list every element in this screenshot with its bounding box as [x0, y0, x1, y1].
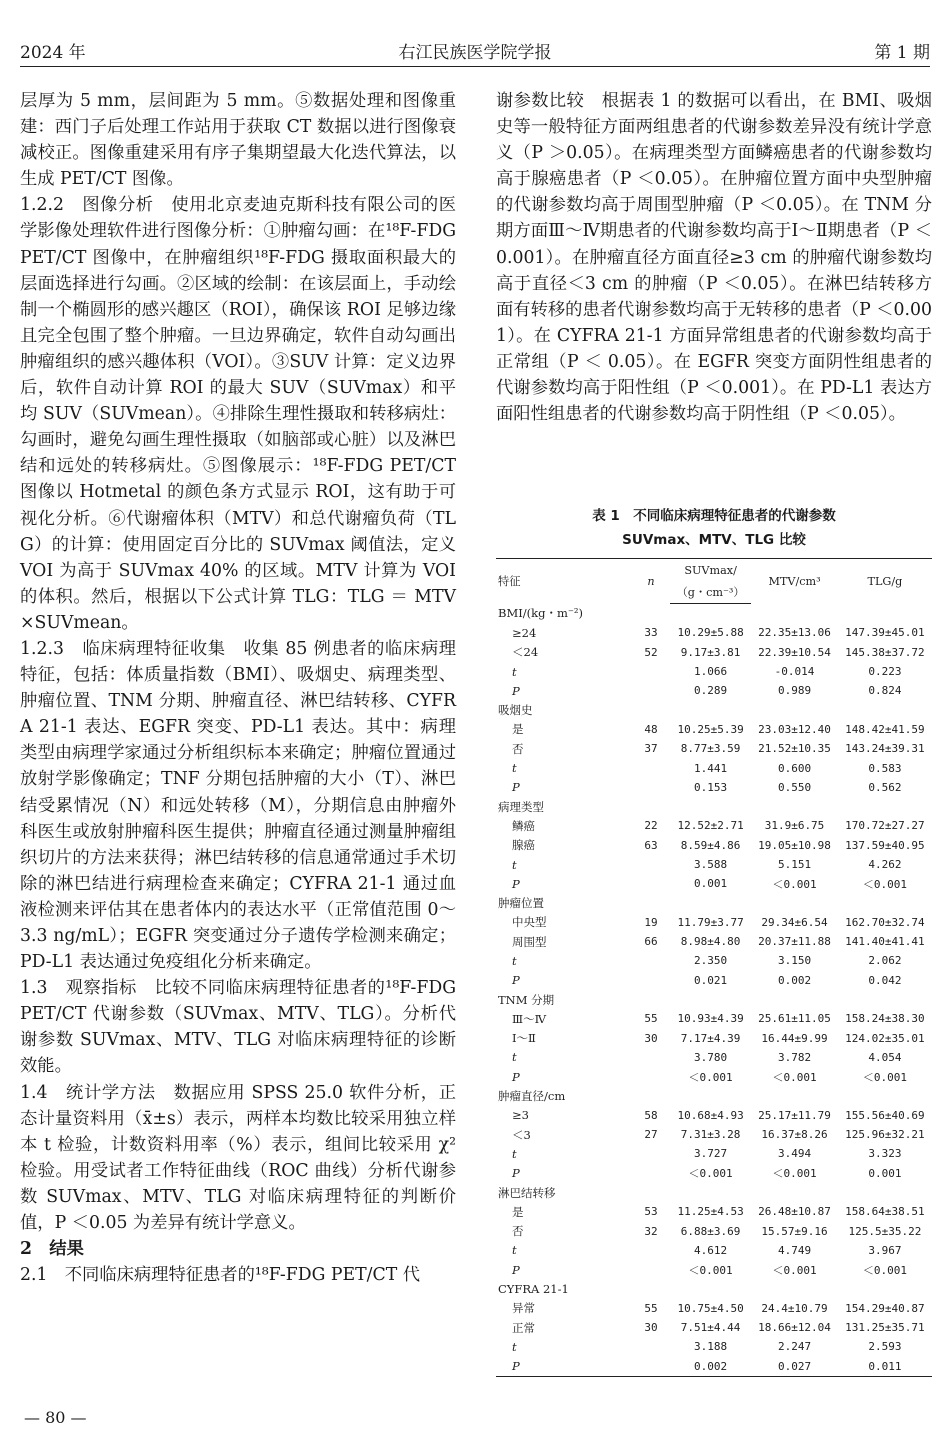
row-label: 吸烟史 [498, 703, 533, 718]
table-row [496, 1357, 932, 1377]
row-label: 否 [512, 741, 524, 756]
table-row [496, 1164, 932, 1183]
table-row [496, 681, 932, 700]
cell-mtv: 4.749 [777, 1243, 812, 1257]
cell-mtv: 25.17±11.79 [758, 1108, 831, 1122]
cell-tlg: 0.042 [868, 973, 902, 987]
cell-tlg: 137.59±40.95 [845, 838, 925, 852]
cell-n [632, 1241, 670, 1260]
cell-suvmax: 0.153 [694, 780, 728, 794]
table-row [496, 1029, 932, 1048]
row-label: ≥24 [512, 625, 537, 640]
table-row [496, 643, 932, 662]
row-label: 否 [512, 1224, 524, 1239]
row-label: t [512, 953, 517, 968]
table-row [496, 1067, 932, 1086]
row-label: 鳞癌 [512, 818, 535, 833]
cell-tlg [838, 1086, 932, 1105]
table-row [496, 951, 932, 970]
table-row [496, 623, 932, 642]
cell-tlg [838, 1183, 932, 1202]
cell-mtv: 0.027 [751, 1357, 838, 1377]
cell-tlg: ＜0.001 [862, 1263, 907, 1277]
cell-suvmax [670, 1183, 751, 1202]
cell-n [632, 893, 670, 912]
cell-tlg: ＜0.001 [862, 877, 907, 891]
cell-n [632, 874, 670, 893]
cell-mtv: 5.151 [777, 858, 812, 871]
row-label: t [512, 1339, 517, 1354]
cell-suvmax: 1.441 [694, 761, 728, 775]
table-row [496, 913, 932, 932]
cell-n [632, 1260, 670, 1279]
cell-n: 37 [644, 742, 658, 756]
table-caption [496, 504, 932, 552]
cell-n: 52 [644, 645, 658, 659]
cell-n [632, 951, 670, 970]
table-caption-line1: 表 1 不同临床病理特征患者的代谢参数 [592, 508, 836, 524]
cell-suvmax: 2.350 [694, 954, 728, 968]
table-row [496, 874, 932, 893]
cell-tlg: 124.02±35.01 [845, 1031, 925, 1045]
cell-suvmax: 0.289 [694, 684, 728, 698]
cell-tlg: 3.323 [868, 1147, 902, 1161]
cell-n: 30 [644, 1321, 658, 1335]
metabolic-parameters-table [496, 558, 932, 1377]
cell-mtv [751, 797, 838, 816]
cell-suvmax: 11.79±3.77 [677, 915, 744, 929]
cell-n: 66 [644, 935, 658, 949]
cell-suvmax [670, 990, 751, 1009]
cell-suvmax: 3.588 [694, 858, 728, 871]
cell-mtv: 21.52±10.35 [758, 742, 831, 756]
cell-tlg: 4.054 [868, 1050, 902, 1064]
cell-mtv: ＜0.001 [772, 1070, 817, 1084]
row-label: TNM 分期 [498, 992, 555, 1007]
left-text-column [20, 88, 456, 1288]
col-header-tlg: TLG/g [838, 559, 932, 604]
cell-n: 53 [644, 1205, 658, 1219]
row-label: 淋巴结转移 [498, 1185, 556, 1200]
cell-tlg: 158.64±38.51 [845, 1205, 925, 1219]
row-label: t [512, 1050, 517, 1065]
right-text-column [496, 88, 932, 427]
cell-suvmax [670, 700, 751, 719]
table-row [496, 855, 932, 874]
table-row [496, 1202, 932, 1221]
cell-n: 33 [644, 626, 658, 640]
cell-tlg: 170.72±27.27 [845, 819, 925, 833]
table-row [496, 778, 932, 797]
row-label: P [512, 1069, 520, 1084]
header-journal-title: 右江民族医学院学报 [398, 43, 552, 63]
cell-mtv: -0.014 [774, 665, 815, 679]
cell-tlg [838, 893, 932, 912]
cell-mtv: 0.600 [777, 761, 812, 775]
cell-tlg: 148.42±41.59 [845, 722, 925, 736]
cell-mtv: 3.782 [777, 1050, 812, 1064]
cell-suvmax: 0.021 [694, 973, 728, 987]
row-label: 周围型 [512, 934, 547, 949]
row-label: Ⅰ～Ⅱ [512, 1031, 536, 1046]
cell-mtv [751, 700, 838, 719]
row-label: P [512, 876, 520, 891]
cell-tlg: 143.24±39.31 [845, 742, 925, 756]
cell-mtv: 0.989 [777, 684, 812, 698]
cell-tlg: 0.001 [868, 1166, 902, 1180]
cell-suvmax: 7.51±4.44 [680, 1321, 741, 1335]
cell-mtv: 26.48±10.87 [758, 1205, 831, 1219]
cell-tlg [838, 990, 932, 1009]
cell-n [632, 797, 670, 816]
table-row [496, 1009, 932, 1028]
row-label: P [496, 1357, 632, 1377]
row-label: t [512, 1243, 517, 1258]
cell-mtv [751, 893, 838, 912]
row-label: t [512, 1146, 517, 1161]
cell-suvmax: 7.17±4.39 [680, 1031, 741, 1045]
cell-n [632, 662, 670, 681]
cell-suvmax: 3.188 [694, 1340, 728, 1354]
section-heading-results: 2 结果 [20, 1239, 84, 1260]
row-label: P [512, 683, 520, 698]
cell-mtv: 20.37±11.88 [758, 935, 831, 949]
cell-tlg: 0.223 [868, 665, 902, 679]
cell-suvmax: 10.93±4.39 [677, 1012, 744, 1026]
table-row [496, 1086, 932, 1105]
table-row [496, 1183, 932, 1202]
table-row [496, 662, 932, 681]
cell-suvmax: 0.002 [670, 1357, 751, 1377]
cell-tlg: 154.29±40.87 [845, 1301, 925, 1315]
cell-tlg: 0.824 [868, 684, 902, 698]
table-row [496, 720, 932, 739]
cell-tlg: 147.39±45.01 [845, 626, 925, 640]
cell-tlg: 162.70±32.74 [845, 915, 925, 929]
cell-n [632, 1357, 670, 1377]
table-row [496, 971, 932, 990]
cell-suvmax [670, 1086, 751, 1105]
table-row [496, 836, 932, 855]
table-row [496, 739, 932, 758]
table-row [496, 1106, 932, 1125]
cell-suvmax: 10.75±4.50 [677, 1301, 744, 1315]
cell-n: 30 [644, 1031, 658, 1045]
cell-suvmax: ＜0.001 [688, 1167, 733, 1181]
cell-suvmax: 4.612 [694, 1243, 728, 1257]
col-header-suvmax-unit: （g・cm⁻³） [670, 581, 751, 604]
table-row [496, 1260, 932, 1279]
table-row [496, 1241, 932, 1260]
row-label: 中央型 [512, 915, 547, 930]
row-label: 是 [512, 1204, 524, 1219]
cell-mtv: 22.39±10.54 [758, 645, 831, 659]
cell-n: 22 [644, 819, 658, 833]
table-row [496, 1144, 932, 1163]
cell-mtv: 3.150 [777, 954, 812, 968]
row-label: 异常 [512, 1301, 535, 1316]
cell-mtv: ＜0.001 [772, 1263, 817, 1277]
cell-tlg: 4.262 [868, 858, 902, 871]
table-row [496, 1279, 932, 1298]
cell-n [632, 700, 670, 719]
cell-tlg: 145.38±37.72 [845, 645, 925, 659]
row-label: t [512, 664, 517, 679]
cell-n [632, 758, 670, 777]
cell-n: 55 [644, 1012, 658, 1026]
row-label: t [512, 857, 517, 872]
cell-suvmax: ＜0.001 [688, 1263, 733, 1277]
cell-n: 55 [644, 1301, 658, 1315]
paragraph-statistics: 1.4 统计学方法 数据应用 SPSS 25.0 软件分析，正态计量资料用（x̄±s）表示，两样本均数比较采用独立样本 t 检验，计数资料用率（%）表示，组间比较采用 χ² 检验。用受试者工作特征曲线（ROC 曲线）分析代谢参数 SUVmax、MTV、TLG 对临床病理特征的判断价值，P ＜0.05 为差异有统计学意义。 [20, 1082, 456, 1234]
cell-n [632, 1337, 670, 1356]
cell-tlg: 3.967 [868, 1243, 902, 1257]
cell-n [632, 778, 670, 797]
row-label: CYFRA 21-1 [498, 1282, 569, 1297]
table-row [496, 797, 932, 816]
col-header-n: n [632, 559, 670, 604]
table-row [496, 1125, 932, 1144]
cell-suvmax: 3.727 [694, 1147, 728, 1161]
table-row [496, 604, 932, 624]
cell-tlg: 125.5±35.22 [848, 1224, 922, 1238]
table-row [496, 700, 932, 719]
table-row [496, 1222, 932, 1241]
paragraph-observation-indices: 1.3 观察指标 比较不同临床病理特征患者的¹⁸F-FDG PET/CT 代谢参数（SUVmax、MTV、TLG）。分析代谢参数 SUVmax、MTV、TLG 对临床病理特征的诊断效能。 [20, 978, 456, 1077]
cell-mtv: ＜0.001 [772, 877, 817, 891]
cell-mtv [751, 990, 838, 1009]
cell-n [632, 1086, 670, 1105]
row-label: Ⅲ～Ⅳ [512, 1011, 547, 1026]
cell-mtv: 0.550 [777, 780, 812, 794]
header-year: 2024 年 [20, 43, 86, 63]
cell-n [632, 971, 670, 990]
page-number: — 80 — [24, 1408, 87, 1427]
row-label: P [512, 973, 520, 988]
cell-suvmax: 0.001 [694, 877, 728, 891]
cell-n: 32 [644, 1224, 658, 1238]
cell-tlg: 125.96±32.21 [845, 1128, 925, 1142]
row-label: 病理类型 [498, 799, 544, 814]
cell-suvmax: 10.68±4.93 [677, 1108, 744, 1122]
cell-mtv: 23.03±12.40 [758, 722, 831, 736]
cell-n [632, 604, 670, 624]
table-row [496, 990, 932, 1009]
cell-mtv: 24.4±10.79 [761, 1301, 828, 1315]
cell-n [632, 855, 670, 874]
cell-tlg: 158.24±38.30 [845, 1012, 925, 1026]
cell-mtv [751, 1183, 838, 1202]
cell-n [632, 1048, 670, 1067]
cell-suvmax: 11.25±4.53 [677, 1205, 744, 1219]
running-header [20, 36, 930, 67]
col-header-suvmax: SUVmax/ [670, 559, 751, 582]
row-label: ≥3 [512, 1108, 529, 1123]
table-row [496, 893, 932, 912]
cell-suvmax [670, 1279, 751, 1298]
cell-mtv: 22.35±13.06 [758, 626, 831, 640]
cell-mtv: 31.9±6.75 [764, 819, 825, 833]
cell-suvmax [670, 797, 751, 816]
row-label: P [512, 1262, 520, 1277]
cell-n: 27 [644, 1128, 658, 1142]
cell-tlg: 0.562 [868, 780, 902, 794]
cell-mtv: 15.57±9.16 [761, 1224, 828, 1238]
cell-suvmax: 3.780 [694, 1050, 728, 1064]
cell-tlg: 0.011 [838, 1357, 932, 1377]
cell-suvmax: 9.17±3.81 [680, 645, 741, 659]
cell-suvmax: 8.77±3.59 [680, 742, 741, 756]
cell-n: 48 [644, 722, 658, 736]
cell-suvmax: 1.066 [694, 665, 728, 679]
cell-suvmax: 8.98±4.80 [680, 935, 741, 949]
cell-n [632, 990, 670, 1009]
cell-n: 63 [644, 838, 658, 852]
cell-suvmax [670, 893, 751, 912]
cell-mtv [751, 1279, 838, 1298]
cell-mtv: 3.494 [777, 1147, 812, 1161]
cell-tlg: 141.40±41.41 [845, 935, 925, 949]
row-label: ＜3 [512, 1127, 531, 1142]
cell-mtv: 0.002 [777, 973, 812, 987]
row-label: 腺癌 [512, 838, 535, 853]
cell-mtv: 16.44±9.99 [761, 1031, 828, 1045]
row-label: 是 [512, 722, 524, 737]
cell-tlg: 131.25±35.71 [845, 1321, 925, 1335]
cell-n [632, 1144, 670, 1163]
paragraph-image-reconstruction: 层厚为 5 mm，层间距为 5 mm。⑤数据处理和图像重建：西门子后处理工作站用于获取 CT 数据以进行图像衰减校正。图像重建采用有序子集期望最大化迭代算法，以生成 PET/CT 图像。 [20, 91, 456, 190]
cell-mtv: 19.05±10.98 [758, 838, 831, 852]
cell-tlg: ＜0.001 [862, 1070, 907, 1084]
cell-tlg: 2.593 [868, 1340, 902, 1354]
cell-suvmax: 6.88±3.69 [680, 1224, 741, 1238]
cell-mtv: 2.247 [777, 1340, 812, 1354]
cell-suvmax: 12.52±2.71 [677, 819, 744, 833]
table-row [496, 758, 932, 777]
cell-n [632, 1067, 670, 1086]
row-label: ＜24 [512, 645, 539, 660]
cell-mtv [751, 1086, 838, 1105]
cell-suvmax: ＜0.001 [688, 1070, 733, 1084]
row-label: BMI/(kg・m⁻²) [498, 606, 584, 621]
cell-tlg: 2.062 [868, 954, 902, 968]
cell-n [632, 1279, 670, 1298]
table-row [496, 1299, 932, 1318]
cell-mtv: 29.34±6.54 [761, 915, 828, 929]
cell-mtv: ＜0.001 [772, 1167, 817, 1181]
paragraph-image-analysis: 1.2.2 图像分析 使用北京麦迪克斯科技有限公司的医学影像处理软件进行图像分析：①肿瘤勾画：在¹⁸F-FDG PET/CT 图像中，在肿瘤组织¹⁸F-FDG 摄取面积最大的层面选择进行勾画。②区域的绘制：在该层面上，手动绘制一个椭圆形的感兴趣区（ROI），确保该 ROI 足够边缘且完全包围了整个肿瘤。一旦边界确定，软件自动勾画出肿瘤组织的感兴趣体积（VOI）。③SUV 计算：定义边界后，软件自动计算 ROI 的最大 SUV（SUVmax）和平均 SUV（SUVmean）。④排除生理性摄取和转移病灶：勾画时，避免勾画生理性摄取（如脑部或心脏）以及淋巴结和远处的转移病灶。⑤图像展示：¹⁸F-FDG PET/CT 图像以 Hotmetal 的颜色条方式显示 ROI，这有助于可视化分析。⑥代谢瘤体积（MTV）和总代谢瘤负荷（TLG）的计算：使用固定百分比的 SUVmax 阈值法，定义 VOI 为高于 SUVmax 40% 的区域。MTV 计算为 VOI 的体积。然后，根据以下公式计算 TLG：TLG ＝ MTV×SUVmean。 [20, 195, 456, 633]
table-row [496, 1048, 932, 1067]
cell-n [632, 1164, 670, 1183]
cell-mtv: 16.37±8.26 [761, 1128, 828, 1142]
cell-mtv: 18.66±12.04 [758, 1321, 831, 1335]
cell-suvmax: 7.31±3.28 [680, 1128, 741, 1142]
row-label: 正常 [512, 1320, 535, 1335]
paragraph-results-2-1-start: 2.1 不同临床病理特征患者的¹⁸F-FDG PET/CT 代 [20, 1265, 421, 1286]
cell-tlg [838, 700, 932, 719]
cell-n: 19 [644, 915, 658, 929]
cell-tlg: 0.583 [868, 761, 902, 775]
paragraph-clinical-features: 1.2.3 临床病理特征收集 收集 85 例患者的临床病理特征，包括：体质量指数（BMI）、吸烟史、病理类型、肿瘤位置、TNM 分期、肿瘤直径、淋巴结转移、CYFRA 21-1 表达、EGFR 突变、PD-L1 表达。其中：病理类型由病理学家通过分析组织标本来确定；肿瘤位置通过放射学影像确定；TNF 分期包括肿瘤的大小（T）、淋巴结受累情况（N）和远处转移（M），分期信息由肿瘤外科医生或放射肿瘤科医生提供；肿瘤直径通过测量肿瘤组织切片的方法来获得；淋巴结转移的信息通常通过手术切除的淋巴结进行病理检查来确定；CYFRA 21-1 通过血液检测来评估其在患者体内的表达水平（正常值范围 0～3.3 ng/mL）；EGFR 突变通过分子遗传学检测来确定；PD-L1 表达通过免疫组化分析来确定。 [20, 638, 456, 973]
cell-suvmax: 8.59±4.86 [680, 838, 741, 852]
cell-suvmax: 10.29±5.88 [677, 626, 744, 640]
table-row [496, 1337, 932, 1356]
cell-n: 58 [644, 1108, 658, 1122]
row-label: P [512, 780, 520, 795]
cell-mtv [751, 604, 838, 624]
table-caption-line2: SUVmax、MTV、TLG 比较 [622, 532, 806, 548]
table-row [496, 932, 932, 951]
row-label: t [512, 761, 517, 776]
paragraph-results-2-1: 谢参数比较 根据表 1 的数据可以看出，在 BMI、吸烟史等一般特征方面两组患者的代谢参数差异没有统计学意义（P ＞0.05）。在病理类型方面鳞癌患者的代谢参数均高于腺癌患者（P ＜0.05）。在肿瘤位置方面中央型肿瘤的代谢参数均高于周围型肿瘤（P ＜0.05）。在 TNM 分期方面Ⅲ～Ⅳ期患者的代谢参数均高于Ⅰ～Ⅱ期患者（P ＜0.001）。在肿瘤直径方面直径≥3 cm 的肿瘤代谢参数均高于直径＜3 cm 的肿瘤（P ＜0.05）。在淋巴结转移方面有转移的患者代谢参数均高于无转移的患者（P ＜0.001）。在 CYFRA 21-1 方面异常组患者的代谢参数均高于正常组（P ＜ 0.05）。在 EGFR 突变方面阴性组患者的代谢参数均高于阳性组（P ＜0.001）。在 PD-L1 表达方面阳性组患者的代谢参数均高于阴性组（P ＜0.05）。 [496, 91, 932, 425]
col-header-mtv: MTV/cm³ [751, 559, 838, 604]
cell-mtv: 25.61±11.05 [758, 1012, 831, 1026]
table-row [496, 1318, 932, 1337]
cell-tlg [838, 797, 932, 816]
cell-n [632, 1183, 670, 1202]
table-row [496, 816, 932, 835]
cell-n [632, 681, 670, 700]
row-label: P [512, 1166, 520, 1181]
header-issue: 第 1 期 [874, 43, 930, 63]
row-label: 肿瘤直径/cm [498, 1089, 566, 1104]
cell-tlg [838, 1279, 932, 1298]
cell-suvmax [670, 604, 751, 624]
col-header-feature: 特征 [496, 559, 632, 604]
cell-tlg: 155.56±40.69 [845, 1108, 925, 1122]
cell-tlg [838, 604, 932, 624]
row-label: 肿瘤位置 [498, 896, 544, 911]
cell-suvmax: 10.25±5.39 [677, 722, 744, 736]
